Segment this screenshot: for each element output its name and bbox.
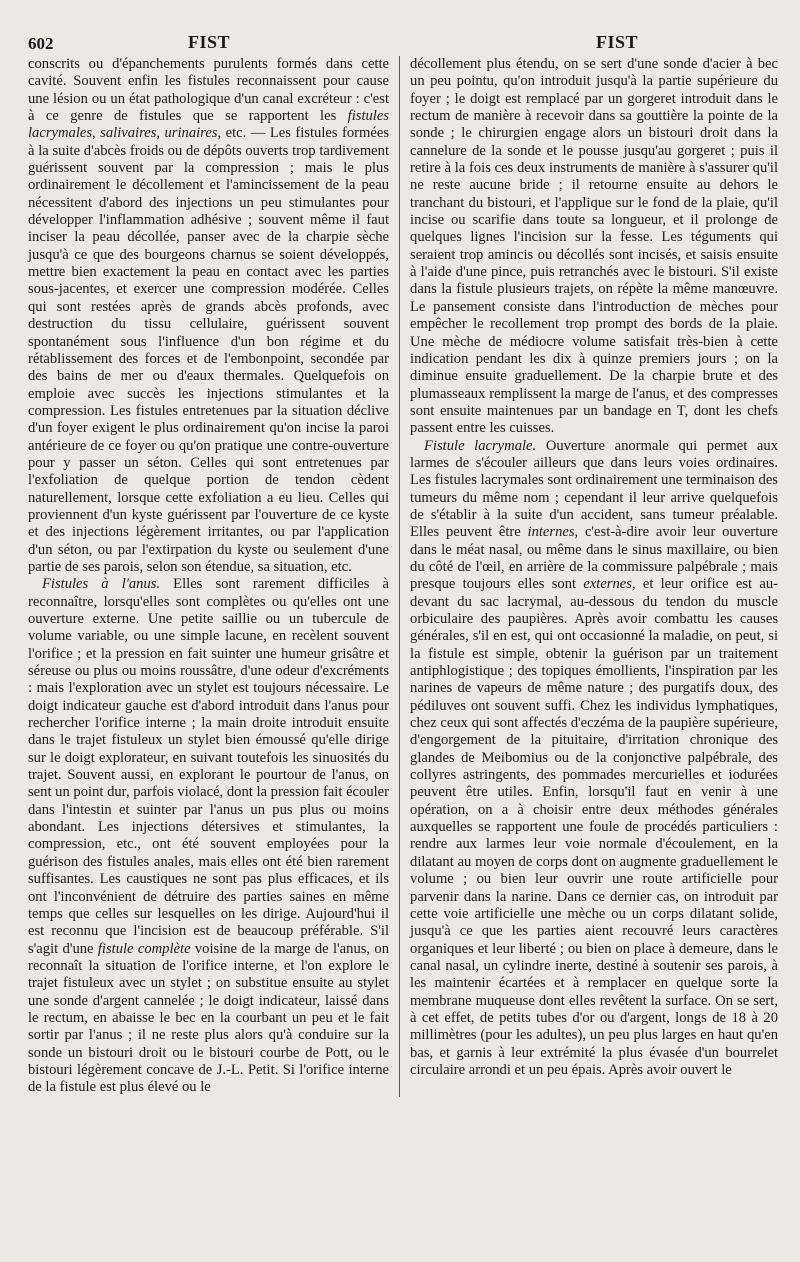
- left-column: [28, 56, 399, 1097]
- text-run: voisine de la marge de l'anus, on reconnaît la situation de l'orifice interne, et l'on explore le trajet fistuleux avec un stylet ; on substitue ensuite au stylet une sonde d'argent cannelée ; le doigt indicateur, laissé dans le rectum, en abaisse le bec en la courbant un peu et le fait sortir par l'anus ; il ne reste plus alors qu'à conduire sur la sonde un bistouri droit ou le bistouri courbe de Pott, ou le bistouri légèrement concave de J.-L. Petit. Si l'orifice interne de la fistule est plus élevé ou le: [28, 940, 390, 1096]
- paragraph: [28, 576, 389, 1096]
- italic-term: fistules lacrymales, salivaires, urinaires: [28, 108, 390, 142]
- right-column: [399, 56, 778, 1097]
- running-head-right: FIST: [596, 32, 639, 52]
- text-run: conscrits ou d'épanchements purulents formés dans cette cavité. Souvent enfin les fistules reconnaissent pour cause une lésion ou un état pathologique d'un canal excréteur : c'est à ce genre de fistules que se rapportent les: [28, 56, 390, 125]
- page-header: [28, 28, 778, 56]
- italic-term: externes: [583, 576, 632, 593]
- text-run: Ouverture anormale qui permet aux larmes de s'écouler ailleurs que dans leurs voies ordinaires. Les fistules lacrymales sont ordinairement une terminaison des tumeurs du même nom ; cependant il leur arrive quelquefois de s'établir à la suite d'un accident, sans tumeur préalable. Elles peuvent être: [410, 437, 779, 541]
- paragraph: [28, 56, 389, 576]
- text-run: , c'est-à-dire avoir leur ouverture dans le méat nasal, ou même dans le sinus maxillaire, ou bien du côté de l'œil, en arrière de la commissure palpébrale ; mais presque toujours elles sont: [410, 524, 778, 593]
- text-columns: [28, 56, 778, 1097]
- page-number: 602: [28, 34, 54, 53]
- text-run: Elles sont rarement difficiles à reconnaître, lorsqu'elles sont complètes ou qu'elles ont une ouverture externe. Une petite saillie ou un tubercule de volume variable, ou une simple lacune, en recèlent souvent l'orifice ; et la pression en fait suinter une humeur grisâtre et séreuse ou plus ou moins roussâtre, d'une odeur d'excréments : mais l'exploration avec un stylet est toujours nécessaire. Le doigt indicateur gauche est d'abord introduit dans l'anus pour rechercher l'orifice interne ; la main droite introduit ensuite dans le trajet fistuleux un stylet bien émoussé qu'elle dirige sur le doigt explorateur, en suivant toutefois les sinuosités du trajet. Souvent aussi, en explorant le pourtour de l'anus, on sent un point dur, parfois violacé, dont la pression fait écouler dans l'intestin et suinter par l'anus un pus plus ou moins abondant. Les injections détersives et stimulantes, la compression, etc., ont été souvent employées pour la guérison des fistules anales, mais elles ont été bien rarement suffisantes. Les caustiques ne sont pas plus efficaces, et ils ont l'inconvénient de détruire des parties saines en même temps que celles sur lesquelles on les dirige. Aujourd'hui il est reconnu que l'incision est de beaucoup préférable. S'il s'agit d'une: [28, 576, 390, 957]
- italic-term: fistule complète: [97, 940, 191, 957]
- paragraph: [410, 438, 778, 1080]
- text-run: , etc. — Les fistules formées à la suite d'abcès froids ou de dépôts ouverts trop tardivement guérissent souvent par la compression ; mais le plus ordinairement le décollement et l'amincissement de la peau nécessitent d'abord des injections un peu stimulantes pour développer l'inflammation adhésive ; souvent même il faut inciser la peau décollée, panser avec de la charpie sèche jusqu'à ce que des bourgeons charnus se soient développés, mettre bien exactement la peau en contact avec les parties sous-jacentes, et exercer une compression modérée. Celles qui sont restées après de grands abcès profonds, avec destruction du tissu cellulaire, guérissent souvent spontanément sous l'influence d'un bon régime et du rétablissement des forces et de l'embonpoint, secondée par des bains de mer ou d'eaux thermales. Quelquefois on emploie avec succès les injections stimulantes et la compression. Les fistules entretenues par la situation déclive d'un foyer exigent le plus ordinairement qu'on incise la paroi antérieure de ce foyer ou qu'on pratique une contre-ouverture pour y passer un séton. Celles qui sont entretenues par l'exfoliation de quelque portion de tendon cèdent naturellement, lorsque cette exfoliation a eu lieu. Celles qui proviennent d'un kyste guérissent par l'ouverture de ce kyste et des injections légèrement irritantes, ou par l'application d'un séton, ou par l'extirpation du kyste ou seulement d'une partie de ses parois, selon son étendue, sa situation, etc.: [28, 125, 390, 575]
- section-heading: Fistule lacrymale.: [424, 437, 537, 454]
- running-head-left: FIST: [188, 32, 231, 52]
- section-heading: Fistules à l'anus.: [42, 576, 161, 593]
- italic-term: internes: [527, 524, 575, 541]
- paragraph: [410, 56, 778, 438]
- text-run: , et leur orifice est au-devant du sac lacrymal, au-dessous du tendon du muscle orbiculaire des paupières. Après avoir combattu les causes générales, s'il en est, qui ont occasionné la maladie, on peut, si la fistule est simple, obtenir la guérison par un traitement antiphlogistique ; des topiques émollients, l'inspiration par les narines de vapeurs de même nature ; des purgatifs doux, des pédiluves ont souvent suffi. Chez les individus lymphatiques, chez ceux qui sont affectés d'eczéma de la paupière supérieure, d'engorgement de la pituitaire, d'irritation chronique des glandes de Meibomius ou de la conjonctive palpébrale, des collyres astringents, des pommades mercurielles et iodurées peuvent être utiles. Enfin, lorsqu'il faut en venir à une opération, on a à choisir entre deux méthodes générales auxquelles se rapportent une foule de procédés particuliers : rendre aux larmes leur voie normale d'écoulement, en la dilatant au moyen de corps dont on augmente graduellement le volume ; ou bien leur ouvrir une route artificielle pour parvenir dans la narine. Dans ce dernier cas, on introduit par cette voie artificielle une mèche ou un corps dilatant solide, jusqu'à ce que les parties aient recouvré leurs caractères organiques et leur liberté ; ou bien on place à demeure, dans le canal nasal, un cylindre inerte, destiné à soutenir ses parois, à les maintenir écartées et à remplacer en quelque sorte la membrane muqueuse dont elles revêtent la surface. On se sert, à cet effet, de petits tubes d'or ou d'argent, longs de 18 à 20 millimètres (pour les adultes), un peu plus larges en haut qu'en bas, et garnis à leur extrémité la plus évasée d'un bourrelet circulaire arrondi et un peu épais. Après avoir ouvert le: [410, 576, 778, 1078]
- text-run: décollement plus étendu, on se sert d'une sonde d'acier à bec un peu pointu, qu'on introduit jusqu'à la partie supérieure du foyer ; le doigt est remplacé par un gorgeret introduit dans le rectum de manière à recevoir dans sa gouttière la pointe de la sonde ; le chirurgien engage alors un bistouri droit dans la cannelure de la sonde et le pousse jusqu'au gorgeret ; puis il retire à la fois ces deux instruments de manière à s'assurer qu'il ne reste aucune bride ; il retourne ensuite au dehors le tranchant du bistouri, et l'applique sur le fond de la plaie, qu'il incise ou scarifie dans toute sa longueur, et il prolonge de quelques lignes l'incision sur la fesse. Les téguments qui seraient trop amincis ou décollés sont incisés, et saisis ensuite à l'aide d'une pince, puis retranchés avec le bistouri. S'il existe dans la fistule plusieurs trajets, on répète la même manœuvre. Le pansement consiste dans l'introduction de mèches pour empêcher le recollement trop prompt des bords de la plaie. Une mèche de médiocre volume satisfait très-bien à cette indication pendant les dix à quinze premiers jours ; on la diminue ensuite graduellement. De la charpie brute et des plumasseaux remplissent la marge de l'anus, et des compresses sont ensuite maintenues par un bandage en T, dont les chefs passent entre les cuisses.: [410, 56, 778, 437]
